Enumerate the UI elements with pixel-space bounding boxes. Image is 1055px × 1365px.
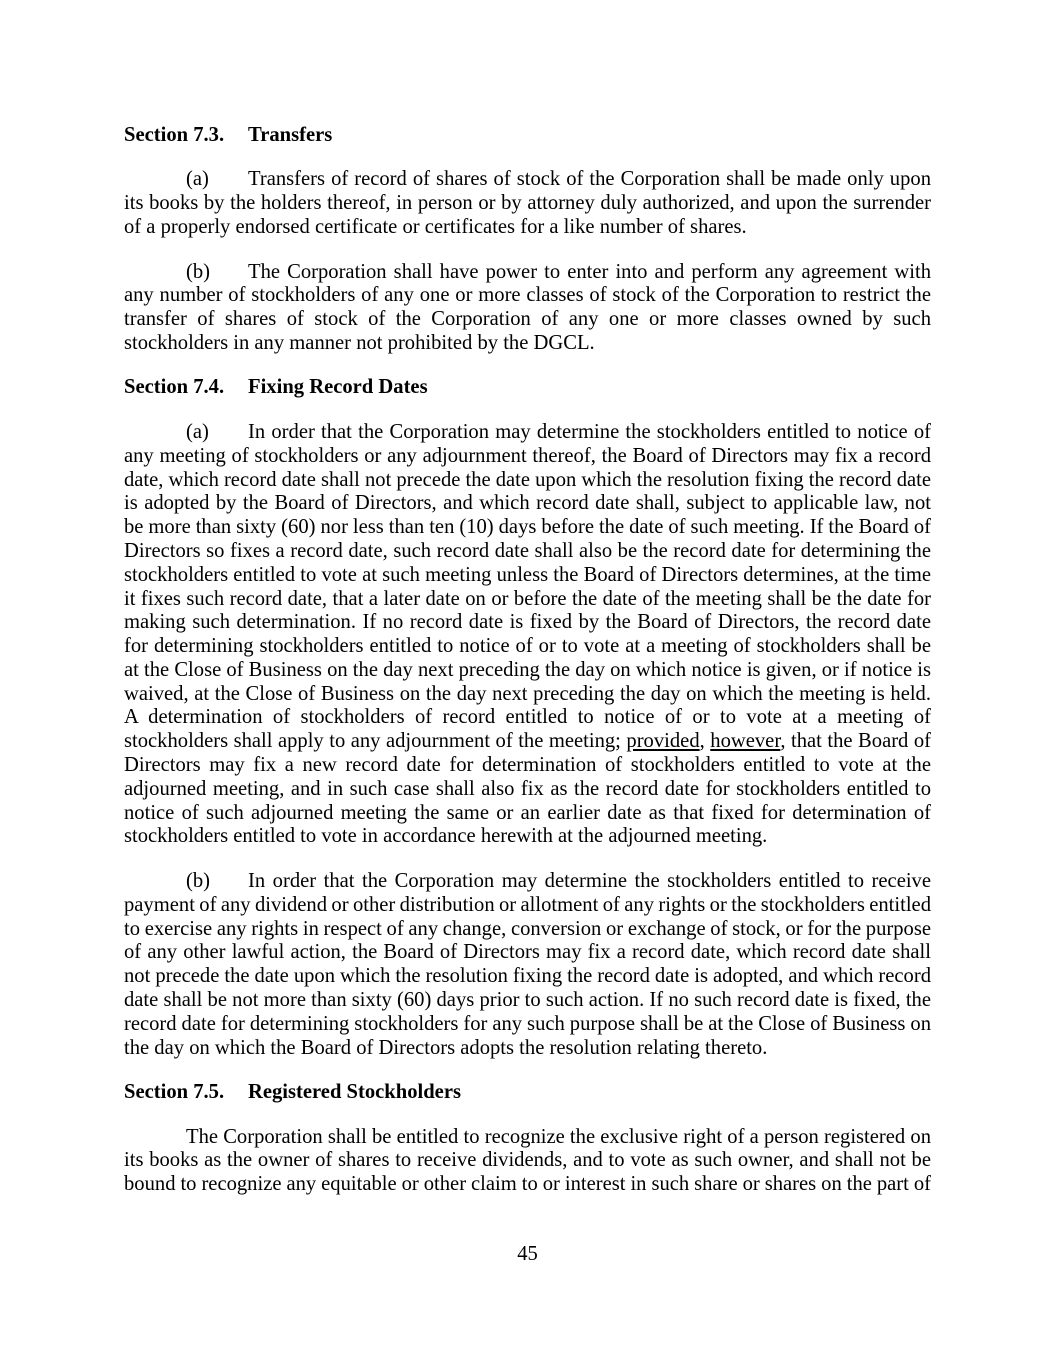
line-text: Transfers of record of shares of stock of the Corporation shall be made only upon	[248, 168, 931, 191]
section-number: Section 7.3.	[124, 124, 225, 146]
paragraph-line: it fixes such record date, that a later date on or before the date of the meeting shall be the date for	[124, 587, 931, 610]
paragraph-line: making such determination. If no record date is fixed by the Board of Directors, the record date	[124, 611, 931, 634]
paragraph-line: payment of any dividend or other distribution or allotment of any rights or the stockholders entitled	[124, 893, 931, 916]
section-7-3	[124, 124, 931, 356]
paragraph-line: adjourned meeting, and in such case shall also fix as the record date for stockholders entitled to	[124, 777, 931, 800]
paragraph-line: notice of such adjourned meeting the same or an earlier date as that fixed for determination of	[124, 801, 931, 824]
section-7-5	[124, 1081, 931, 1197]
paragraph-line: to exercise any rights in respect of any change, conversion or exchange of stock, or for the purpose	[124, 917, 931, 940]
underlined-term-provided: provided	[626, 730, 700, 753]
paragraph-line: Directors may fix a new record date for determination of stockholders entitled to vote at the	[124, 754, 931, 777]
paragraph-line: be more than sixty (60) nor less than ten (10) days before the date of such meeting. If the Board of	[124, 516, 931, 539]
paragraph-7-4-b	[124, 870, 931, 1060]
paragraph-line: its books by the holders thereof, in person or by attorney duly authorized, and upon the surrender	[124, 192, 931, 215]
paragraph-line: bound to recognize any equitable or other claim to or interest in such share or shares on the part of	[124, 1173, 931, 1196]
paragraph-line	[124, 730, 931, 754]
paragraph-line: of a properly endorsed certificate or certificates for a like number of shares.	[124, 216, 747, 239]
paragraph-label: (b)	[186, 869, 211, 892]
section-heading	[124, 124, 931, 148]
paragraph-line	[124, 870, 931, 894]
paragraph-line	[124, 168, 931, 192]
line-text: In order that the Corporation may determine the stockholders entitled to notice of	[248, 420, 931, 443]
paragraph-7-5	[124, 1126, 931, 1197]
paragraph-7-3-b	[124, 261, 931, 356]
paragraph-line	[124, 421, 931, 445]
section-number: Section 7.4.	[124, 376, 225, 399]
paragraph-line: not precede the date upon which the resolution fixing the record date is adopted, and which record	[124, 965, 931, 988]
paragraph-7-3-a	[124, 168, 931, 239]
section-heading	[124, 1081, 931, 1105]
section-7-4	[124, 376, 931, 1060]
section-title: Transfers	[248, 124, 333, 146]
paragraph-line: Directors so fixes a record date, such record date shall also be the record date for determining the	[124, 539, 931, 562]
paragraph-line: stockholders entitled to vote in accordance herewith at the adjourned meeting.	[124, 825, 768, 848]
paragraph-line: is adopted by the Board of Directors, and which record date shall, subject to applicable law, not	[124, 492, 931, 515]
paragraph-line: date shall be not more than sixty (60) days prior to such action. If no such record date is fixed, the	[124, 988, 931, 1011]
paragraph-line: stockholders entitled to vote at such meeting unless the Board of Directors determines, at the time	[124, 563, 931, 586]
page-body	[124, 124, 931, 1218]
paragraph-line	[124, 261, 931, 285]
paragraph-label: (a)	[186, 420, 209, 443]
paragraph-label: (a)	[186, 168, 209, 191]
paragraph-line: its books as the owner of shares to receive dividends, and to vote as such owner, and shall not be	[124, 1149, 931, 1172]
section-title: Registered Stockholders	[248, 1081, 461, 1104]
line-text: In order that the Corporation may determine the stockholders entitled to receive	[248, 869, 931, 892]
underlined-term-however: however	[710, 730, 781, 753]
paragraph-line: The Corporation shall be entitled to recognize the exclusive right of a person registered on	[186, 1125, 931, 1148]
paragraph-line: any meeting of stockholders or any adjournment thereof, the Board of Directors may fix a record	[124, 444, 931, 467]
section-title: Fixing Record Dates	[248, 376, 428, 399]
paragraph-line: A determination of stockholders of record entitled to notice of or to vote at a meeting of	[124, 706, 931, 729]
section-number: Section 7.5.	[124, 1081, 225, 1104]
paragraph-line: the day on which the Board of Directors adopts the resolution relating thereto.	[124, 1036, 768, 1059]
paragraph-7-4-a	[124, 421, 931, 849]
paragraph-line: any number of stockholders of any one or more classes of stock of the Corporation to restrict the	[124, 284, 931, 307]
page-number: 45	[517, 1243, 538, 1265]
paragraph-line: at the Close of Business on the day next preceding the day on which notice is given, or if notice is	[124, 658, 931, 681]
paragraph-line: record date for determining stockholders for any such purpose shall be at the Close of Business on	[124, 1012, 931, 1035]
paragraph-line: waived, at the Close of Business on the day next preceding the day on which the meeting is held.	[124, 682, 931, 705]
section-heading	[124, 376, 931, 400]
paragraph-line: stockholders in any manner not prohibited by the DGCL.	[124, 331, 595, 354]
paragraph-line: of any other lawful action, the Board of Directors may fix a record date, which record date shall	[124, 941, 931, 964]
line-text: ,	[699, 730, 711, 753]
paragraph-line: date, which record date shall not precede the date upon which the resolution fixing the record date	[124, 468, 931, 491]
line-text: The Corporation shall have power to enter into and perform any agreement with	[248, 260, 931, 283]
paragraph-line: transfer of shares of stock of the Corporation of any one or more classes owned by such	[124, 308, 931, 331]
line-text: , that the Board of	[780, 730, 932, 753]
paragraph-label: (b)	[186, 260, 211, 283]
paragraph-line: for determining stockholders entitled to notice of or to vote at a meeting of stockholders shall be	[124, 635, 931, 658]
line-text: stockholders shall apply to any adjournment of the meeting;	[124, 730, 627, 753]
